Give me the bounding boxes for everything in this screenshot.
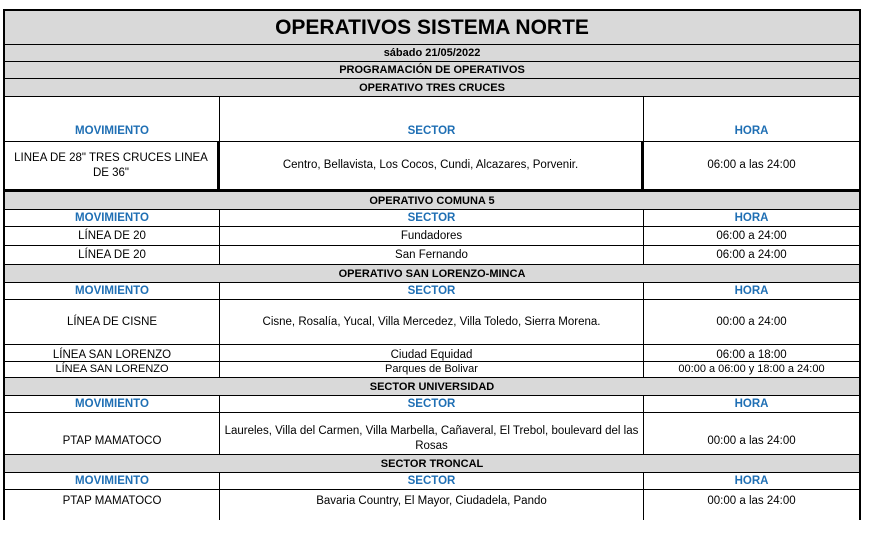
cell-movimiento: PTAP MAMATOCO [5, 413, 220, 454]
cell-movimiento: LÍNEA DE CISNE [5, 300, 220, 344]
table-row [5, 345, 859, 362]
header-sector: SECTOR [220, 396, 644, 412]
date-row: sábado 21/05/2022 [5, 45, 859, 62]
cell-hora: 00:00 a las 24:00 [707, 435, 796, 447]
header-hora: HORA [734, 474, 769, 487]
header-hora: HORA [734, 397, 769, 410]
cell-movimiento: LÍNEA SAN LORENZO [5, 345, 220, 361]
cell-sector: Ciudad Equidad [220, 345, 644, 361]
cell-hora: 06:00 a 24:00 [716, 229, 787, 242]
header-movimiento: MOVIMIENTO [5, 210, 220, 226]
page-title: OPERATIVOS SISTEMA NORTE [5, 11, 859, 45]
column-header-row [5, 97, 859, 142]
cell-movimiento: LÍNEA DE 20 [5, 246, 220, 264]
section-title: OPERATIVO TRES CRUCES [5, 79, 859, 97]
section-title: OPERATIVO COMUNA 5 [5, 192, 859, 210]
cell-hora: 06:00 a 24:00 [716, 248, 787, 261]
table-row [5, 413, 859, 455]
cell-sector: San Fernando [220, 246, 644, 264]
column-header-row [5, 283, 859, 300]
cell-sector: Bavaria Country, El Mayor, Ciudadela, Pando [220, 490, 644, 520]
table-row [5, 362, 859, 378]
header-hora: HORA [734, 125, 769, 137]
header-hora: HORA [734, 284, 769, 297]
header-movimiento: MOVIMIENTO [5, 283, 220, 299]
cell-sector: Cisne, Rosalía, Yucal, Villa Mercedez, Villa Toledo, Sierra Morena. [220, 300, 644, 344]
cell-sector: Parques de Bolivar [220, 362, 644, 377]
cell-movimiento: PTAP MAMATOCO [5, 490, 220, 520]
cell-movimiento: LINEA DE 28" TRES CRUCES LINEA DE 36" [5, 142, 220, 189]
section-title: SECTOR TRONCAL [5, 455, 859, 473]
header-movimiento: MOVIMIENTO [5, 473, 220, 489]
cell-hora: 00:00 a 24:00 [716, 315, 787, 328]
table-row [5, 246, 859, 265]
section-title: SECTOR UNIVERSIDAD [5, 378, 859, 396]
header-movimiento: MOVIMIENTO [5, 396, 220, 412]
section-title: OPERATIVO SAN LORENZO-MINCA [5, 265, 859, 283]
header-sector: SECTOR [220, 283, 644, 299]
cell-movimiento: LÍNEA SAN LORENZO [5, 362, 220, 377]
cell-hora: 06:00 a 18:00 [716, 349, 787, 361]
header-sector: SECTOR [220, 473, 644, 489]
header-sector: SECTOR [220, 97, 644, 141]
header-movimiento: MOVIMIENTO [5, 97, 220, 141]
cell-sector: Laureles, Villa del Carmen, Villa Marbella, Cañaveral, El Trebol, boulevard del las Rosas [220, 413, 644, 454]
cell-sector: Fundadores [220, 227, 644, 245]
schedule-sheet [3, 9, 861, 521]
column-header-row [5, 210, 859, 227]
column-header-row [5, 473, 859, 490]
table-row [5, 227, 859, 246]
column-header-row [5, 396, 859, 413]
programacion-row: PROGRAMACIÓN DE OPERATIVOS [5, 62, 859, 79]
cell-sector: Centro, Bellavista, Los Cocos, Cundi, Alcazares, Porvenir. [220, 142, 644, 189]
header-hora: HORA [734, 211, 769, 224]
table-row [5, 142, 859, 192]
cell-hora: 00:00 a las 24:00 [707, 495, 796, 507]
table-row [5, 490, 859, 520]
cell-movimiento: LÍNEA DE 20 [5, 227, 220, 245]
table-row [5, 300, 859, 345]
cell-hora: 06:00 a las 24:00 [707, 159, 796, 171]
header-sector: SECTOR [220, 210, 644, 226]
cell-hora: 00:00 a 06:00 y 18:00 a 24:00 [678, 363, 825, 375]
